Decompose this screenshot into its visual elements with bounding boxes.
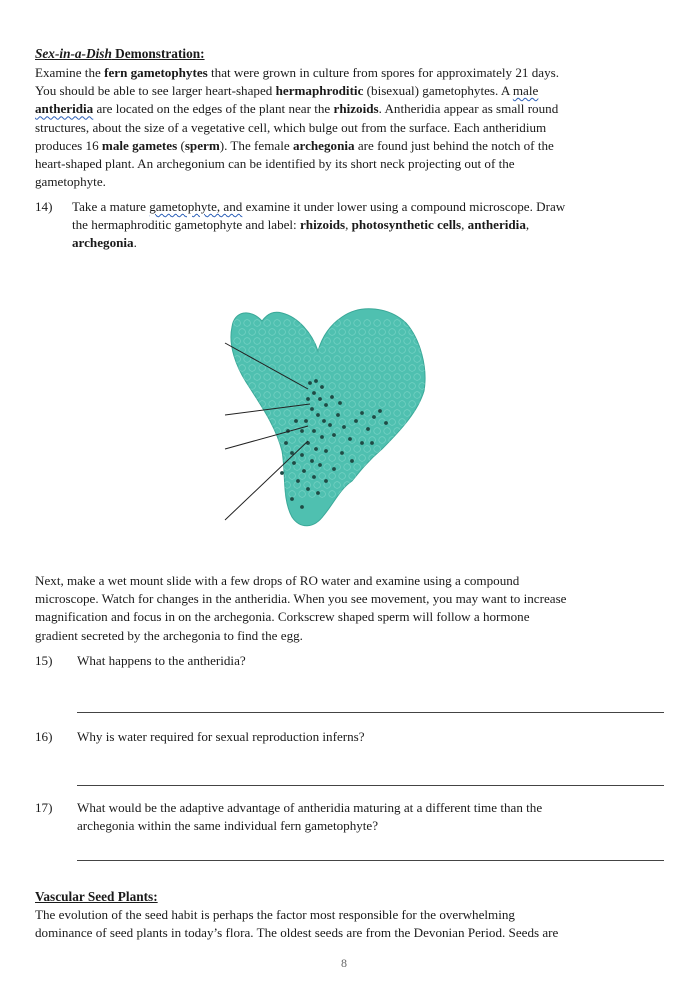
gametangium-dot [306,397,310,401]
question-15-text: What happens to the antheridia? [77,653,246,668]
gametangium-dot [332,433,336,437]
gametangium-dot [360,411,364,415]
gametangium-dot [294,419,298,423]
cell [419,419,426,426]
cell [249,455,256,462]
cell [259,419,266,426]
cell [239,491,246,498]
cell [244,392,251,399]
gametangium-dot [310,459,314,463]
text-line: structures, about the size of a vegetative cell, which bulge out from the surface. Each antheridium [35,119,547,135]
seed-plants-paragraph: The evolution of the seed habit is perhaps the factor most responsible for the overwhelming dominance of seed plants in today’s flora. The oldest seeds are from the Devonian Period. Seeds are [35,907,559,941]
gametangium-dot [328,423,332,427]
cell [264,428,271,435]
cell [419,455,426,462]
gametophyte-thallus [231,309,425,526]
cell [369,491,376,498]
cell [244,464,251,471]
cell [359,473,366,480]
cell [239,401,246,408]
fern-gametophyte-image [222,303,448,533]
gametangium-dot [384,421,388,425]
gametangium-dot [292,461,296,465]
text-line: produces 16 male gametes (sperm). The female archegonia are found just behind the notch of the [35,137,554,153]
grammar-underline[interactable]: antheridia [35,101,94,117]
cell [234,374,241,381]
section-heading-vascular-seed-plants: Vascular Seed Plants: [35,889,158,904]
cell [404,482,411,489]
gametangium-dot [360,441,364,445]
cell [259,455,266,462]
gametangium-dot [300,429,304,433]
cell [304,320,311,327]
cell [409,419,416,426]
cell [379,491,386,498]
grammar-underline[interactable]: male [512,83,539,99]
cell [414,428,421,435]
cell [404,464,411,471]
gametangium-dot [290,497,294,501]
question-number-16: 16) [35,729,53,744]
cell [419,473,426,480]
cell [234,464,241,471]
cell [354,482,361,489]
cell [239,437,246,444]
gametangium-dot [348,437,352,441]
cell [264,446,271,453]
gametangium-dot [302,469,306,473]
cell [314,320,321,327]
text-line: You should be able to see larger heart-shaped hermaphroditic (bisexual) gametophytes. A male [35,83,539,99]
cell [249,401,256,408]
gametangium-dot [378,409,382,413]
gametangium-dot [284,441,288,445]
question-14-text: Take a mature gametophyte, and examine it under lower using a compound microscope. Draw the hermaphroditic gametophyte and label: rhizoids, photosynthetic cells, antheridia, archegonia. [72,199,566,251]
gametangium-dot [306,487,310,491]
cell [419,437,426,444]
cell [264,464,271,471]
cell [389,491,396,498]
gametangium-dot [296,479,300,483]
cell [414,482,421,489]
cell [374,464,381,471]
cell [414,446,421,453]
cell [269,437,276,444]
cell [234,428,241,435]
gametangium-dot [314,447,318,451]
answer-line-15[interactable] [77,712,664,713]
gametangium-dot [372,415,376,419]
gametangium-dot [312,429,316,433]
gametangium-dot [320,385,324,389]
gametangium-dot [324,479,328,483]
cell [409,437,416,444]
cell [244,446,251,453]
cell [364,464,371,471]
gametangium-dot [342,425,346,429]
question-16-text: Why is water required for sexual reproduction inferns? [77,729,365,744]
gametangium-dot [324,403,328,407]
text-line: Examine the fern gametophytes that were grown in culture from spores for approximately 21 days. [35,65,559,80]
gametangium-dot [300,505,304,509]
cell [374,482,381,489]
grammar-underline[interactable]: gametophyte, and [149,199,243,214]
gametangium-dot [338,401,342,405]
gametangium-dot [324,449,328,453]
cell [379,455,386,462]
cell [399,455,406,462]
cell [394,446,401,453]
cell [399,473,406,480]
cell [414,320,421,327]
cell [239,455,246,462]
cell [379,473,386,480]
cell [269,455,276,462]
answer-line-16[interactable] [77,785,664,786]
cell [419,491,426,498]
cell [239,473,246,480]
section-heading-sex-in-a-dish: Sex-in-a-Dish Demonstration: [35,46,205,61]
gametangium-dot [300,453,304,457]
cell [389,473,396,480]
gametangium-dot [280,471,284,475]
cell [259,473,266,480]
intro-paragraph [35,64,647,191]
answer-line-17[interactable] [77,860,664,861]
gametangium-dot [312,391,316,395]
gametangium-dot [314,379,318,383]
cell [244,428,251,435]
cell [254,464,261,471]
cell [389,455,396,462]
page-number: 8 [341,956,347,970]
gametangium-dot [336,413,340,417]
cell [249,419,256,426]
cell [279,491,286,498]
cell [269,491,276,498]
gametangium-dot [320,435,324,439]
gametangium-dot [370,441,374,445]
cell [244,482,251,489]
gametangium-dot [308,381,312,385]
cell [349,491,356,498]
cell [314,338,321,345]
cell [324,320,331,327]
cell [384,464,391,471]
gametangium-dot [366,427,370,431]
cell [394,464,401,471]
wet-mount-paragraph: Next, make a wet mount slide with a few drops of RO water and examine using a compound microscope. Watch for changes in the antheridia. When you see movement, you may want to increase magnification and focus in on the archegonia. Corkscrew shaped sperm will follow a hormone gradient secreted by the archegonia to find the egg. [35,573,567,643]
cell [409,491,416,498]
cell [274,464,281,471]
gametangium-dot [316,491,320,495]
cell [414,464,421,471]
gametangium-dot [304,419,308,423]
cell [409,473,416,480]
question-number-17: 17) [35,800,53,815]
cell [234,392,241,399]
gametangium-dot [340,451,344,455]
cell [404,446,411,453]
cell [274,482,281,489]
cell [259,491,266,498]
cell [319,329,326,336]
cell [409,455,416,462]
cell [399,491,406,498]
cell [384,482,391,489]
cell [369,473,376,480]
gametangium-dot [350,459,354,463]
gametangium-dot [318,463,322,467]
cell [239,383,246,390]
cell [364,482,371,489]
cell [254,446,261,453]
text-line: antheridia are located on the edges of the plant near the rhizoids. Antheridia appear as small round [35,101,559,117]
cell [249,473,256,480]
question-17-text: What would be the adaptive advantage of antheridia maturing at a different time than the archegonia within the same individual fern gametophyte? [77,800,543,834]
text-line: heart-shaped plant. An archegonium can be identified by its short neck projecting out of the [35,156,515,172]
cell [244,410,251,417]
cell [269,473,276,480]
cell [234,482,241,489]
gametangium-dot [354,419,358,423]
question-number-14: 14) [35,199,53,214]
gametangium-dot [316,413,320,417]
cell [394,482,401,489]
cell [359,491,366,498]
question-number-15: 15) [35,653,53,668]
cell [274,446,281,453]
cell [254,428,261,435]
cell [239,419,246,426]
cell [399,437,406,444]
gametangium-dot [330,395,334,399]
text-line: gametophyte. [35,174,106,190]
gametangium-dot [332,467,336,471]
gametangium-dot [322,419,326,423]
gametangium-dot [318,397,322,401]
gametangium-dot [310,407,314,411]
cell [419,329,426,336]
gametangium-dot [312,475,316,479]
cell [404,428,411,435]
